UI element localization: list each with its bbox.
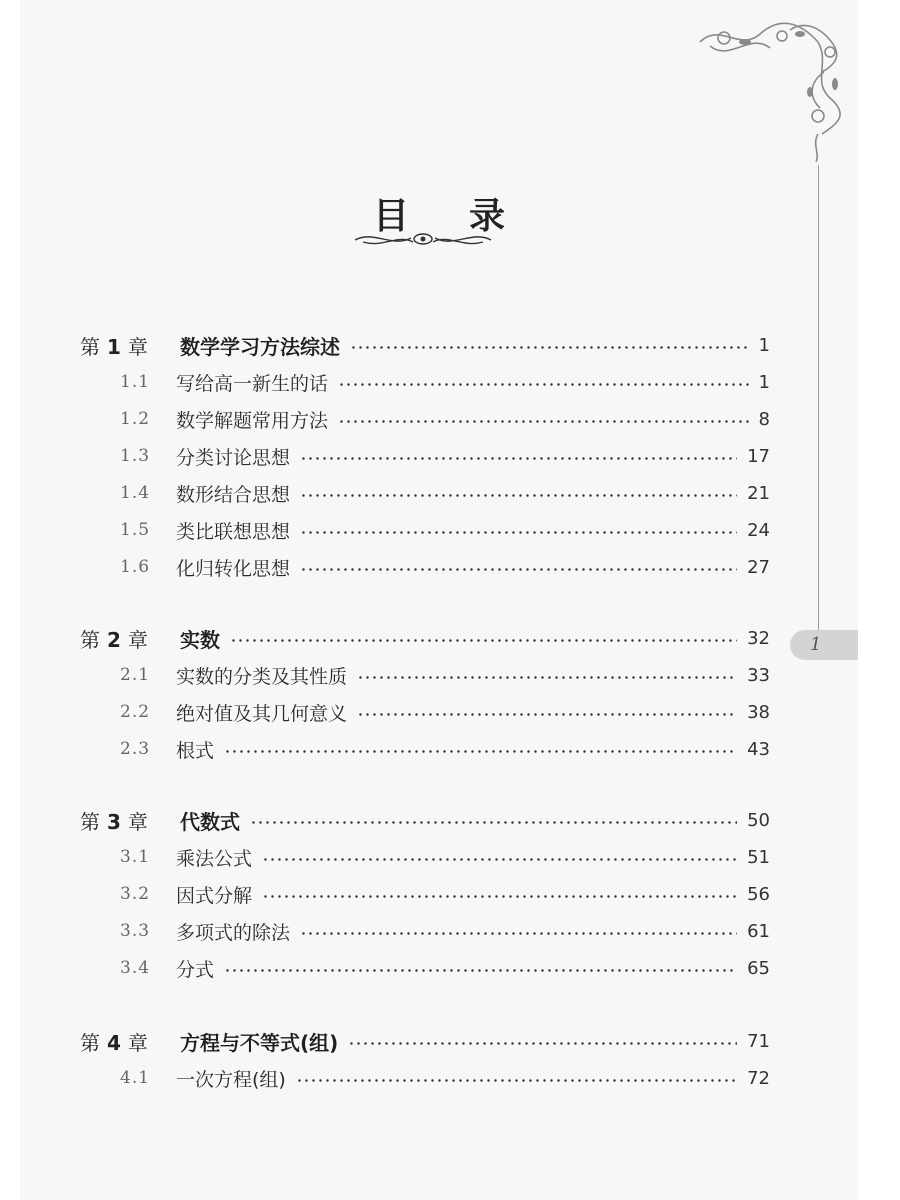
toc-chapter-row xyxy=(80,623,770,653)
chapter-suffix: 章 xyxy=(127,627,148,652)
dot-leader xyxy=(224,750,737,753)
chapter-digit: 1 xyxy=(100,334,128,359)
chapter-title: 实数 xyxy=(180,627,220,652)
toc-section-row xyxy=(80,916,770,946)
dot-leader xyxy=(338,383,749,386)
dot-leader xyxy=(250,821,737,824)
toc-section-row xyxy=(80,697,770,727)
section-title: 一次方程(组) xyxy=(176,1068,286,1091)
section-title: 乘法公式 xyxy=(176,847,253,870)
chapter-title: 数学学习方法综述 xyxy=(180,334,340,359)
toc-section-row xyxy=(80,734,770,764)
dot-leader xyxy=(262,858,737,861)
section-page-number: 65 xyxy=(747,957,770,979)
section-page-number: 1 xyxy=(758,371,770,393)
toc-chapter-row xyxy=(80,805,770,835)
section-title: 写给高一新生的话 xyxy=(176,372,329,395)
section-title: 因式分解 xyxy=(176,884,253,907)
chapter-suffix: 章 xyxy=(127,334,148,359)
section-number: 1.4 xyxy=(120,483,151,503)
section-title: 绝对值及其几何意义 xyxy=(176,702,348,725)
toc-section-row xyxy=(80,660,770,690)
chapter-prefix: 第 xyxy=(80,1030,100,1055)
dot-leader xyxy=(224,969,737,972)
section-number: 1.3 xyxy=(120,446,151,466)
dot-leader xyxy=(357,676,737,679)
section-title: 实数的分类及其性质 xyxy=(176,665,348,688)
toc-chapter-row xyxy=(80,330,770,360)
section-number: 1.2 xyxy=(120,409,151,429)
chapter-digit: 3 xyxy=(100,809,128,834)
page-title: 目录 xyxy=(372,196,565,237)
section-number: 2.1 xyxy=(120,665,151,685)
section-title: 分类讨论思想 xyxy=(176,446,291,469)
section-title: 根式 xyxy=(176,739,215,762)
section-page-number: 24 xyxy=(747,519,770,541)
section-number: 1.6 xyxy=(120,557,151,577)
section-page-number: 38 xyxy=(747,701,770,723)
dot-leader xyxy=(300,531,737,534)
chapter-prefix: 第 xyxy=(80,334,100,359)
chapter-page-number: 32 xyxy=(747,627,770,649)
section-page-number: 43 xyxy=(747,738,770,760)
toc-section-row xyxy=(80,953,770,983)
toc-section-row xyxy=(80,404,770,434)
section-title: 化归转化思想 xyxy=(176,557,291,580)
toc-section-row xyxy=(80,879,770,909)
section-number: 3.2 xyxy=(120,884,151,904)
section-number: 3.4 xyxy=(120,958,151,978)
section-page-number: 17 xyxy=(747,445,770,467)
section-page-number: 21 xyxy=(747,482,770,504)
section-number: 3.1 xyxy=(120,847,151,867)
dot-leader xyxy=(300,457,737,460)
toc-section-row xyxy=(80,441,770,471)
section-number: 2.3 xyxy=(120,739,151,759)
dot-leader xyxy=(300,568,737,571)
section-page-number: 61 xyxy=(747,920,770,942)
chapter-suffix: 章 xyxy=(127,1030,148,1055)
chapter-suffix: 章 xyxy=(127,809,148,834)
dot-leader xyxy=(262,895,737,898)
chapter-page-number: 50 xyxy=(747,809,770,831)
toc-section-row xyxy=(80,478,770,508)
dot-leader xyxy=(357,713,737,716)
section-title: 分式 xyxy=(176,958,215,981)
dot-leader xyxy=(230,639,737,642)
section-number: 3.3 xyxy=(120,921,151,941)
chapter-prefix: 第 xyxy=(80,809,100,834)
dot-leader xyxy=(296,1079,737,1082)
section-number: 4.1 xyxy=(120,1068,151,1088)
section-page-number: 33 xyxy=(747,664,770,686)
chapter-digit: 4 xyxy=(100,1030,128,1055)
dot-leader xyxy=(348,1042,737,1045)
section-title: 多项式的除法 xyxy=(176,921,291,944)
chapter-prefix: 第 xyxy=(80,627,100,652)
dot-leader xyxy=(350,346,749,349)
page-number: 1 xyxy=(810,634,822,655)
chapter-page-number: 71 xyxy=(747,1030,770,1052)
section-number: 1.5 xyxy=(120,520,151,540)
toc-section-row xyxy=(80,552,770,582)
section-page-number: 51 xyxy=(747,846,770,868)
chapter-title: 方程与不等式(组) xyxy=(180,1030,339,1055)
chapter-number xyxy=(80,806,180,835)
toc-section-row xyxy=(80,1063,770,1093)
chapter-number xyxy=(80,624,180,653)
section-title: 数形结合思想 xyxy=(176,483,291,506)
toc-section-row xyxy=(80,842,770,872)
section-title: 数学解题常用方法 xyxy=(176,409,329,432)
book-page xyxy=(20,0,858,1200)
dot-leader xyxy=(300,932,737,935)
table-of-contents xyxy=(20,0,858,1200)
section-title: 类比联想思想 xyxy=(176,520,291,543)
toc-section-row xyxy=(80,367,770,397)
toc-section-row xyxy=(80,515,770,545)
section-page-number: 56 xyxy=(747,883,770,905)
chapter-digit: 2 xyxy=(100,627,128,652)
chapter-number xyxy=(80,1027,180,1056)
section-number: 1.1 xyxy=(120,372,151,392)
section-page-number: 72 xyxy=(747,1067,770,1089)
section-number: 2.2 xyxy=(120,702,151,722)
chapter-number xyxy=(80,331,180,360)
dot-leader xyxy=(338,420,749,423)
toc-chapter-row xyxy=(80,1026,770,1056)
section-page-number: 27 xyxy=(747,556,770,578)
section-page-number: 8 xyxy=(758,408,770,430)
chapter-page-number: 1 xyxy=(758,334,770,356)
chapter-title: 代数式 xyxy=(180,809,240,834)
dot-leader xyxy=(300,494,737,497)
